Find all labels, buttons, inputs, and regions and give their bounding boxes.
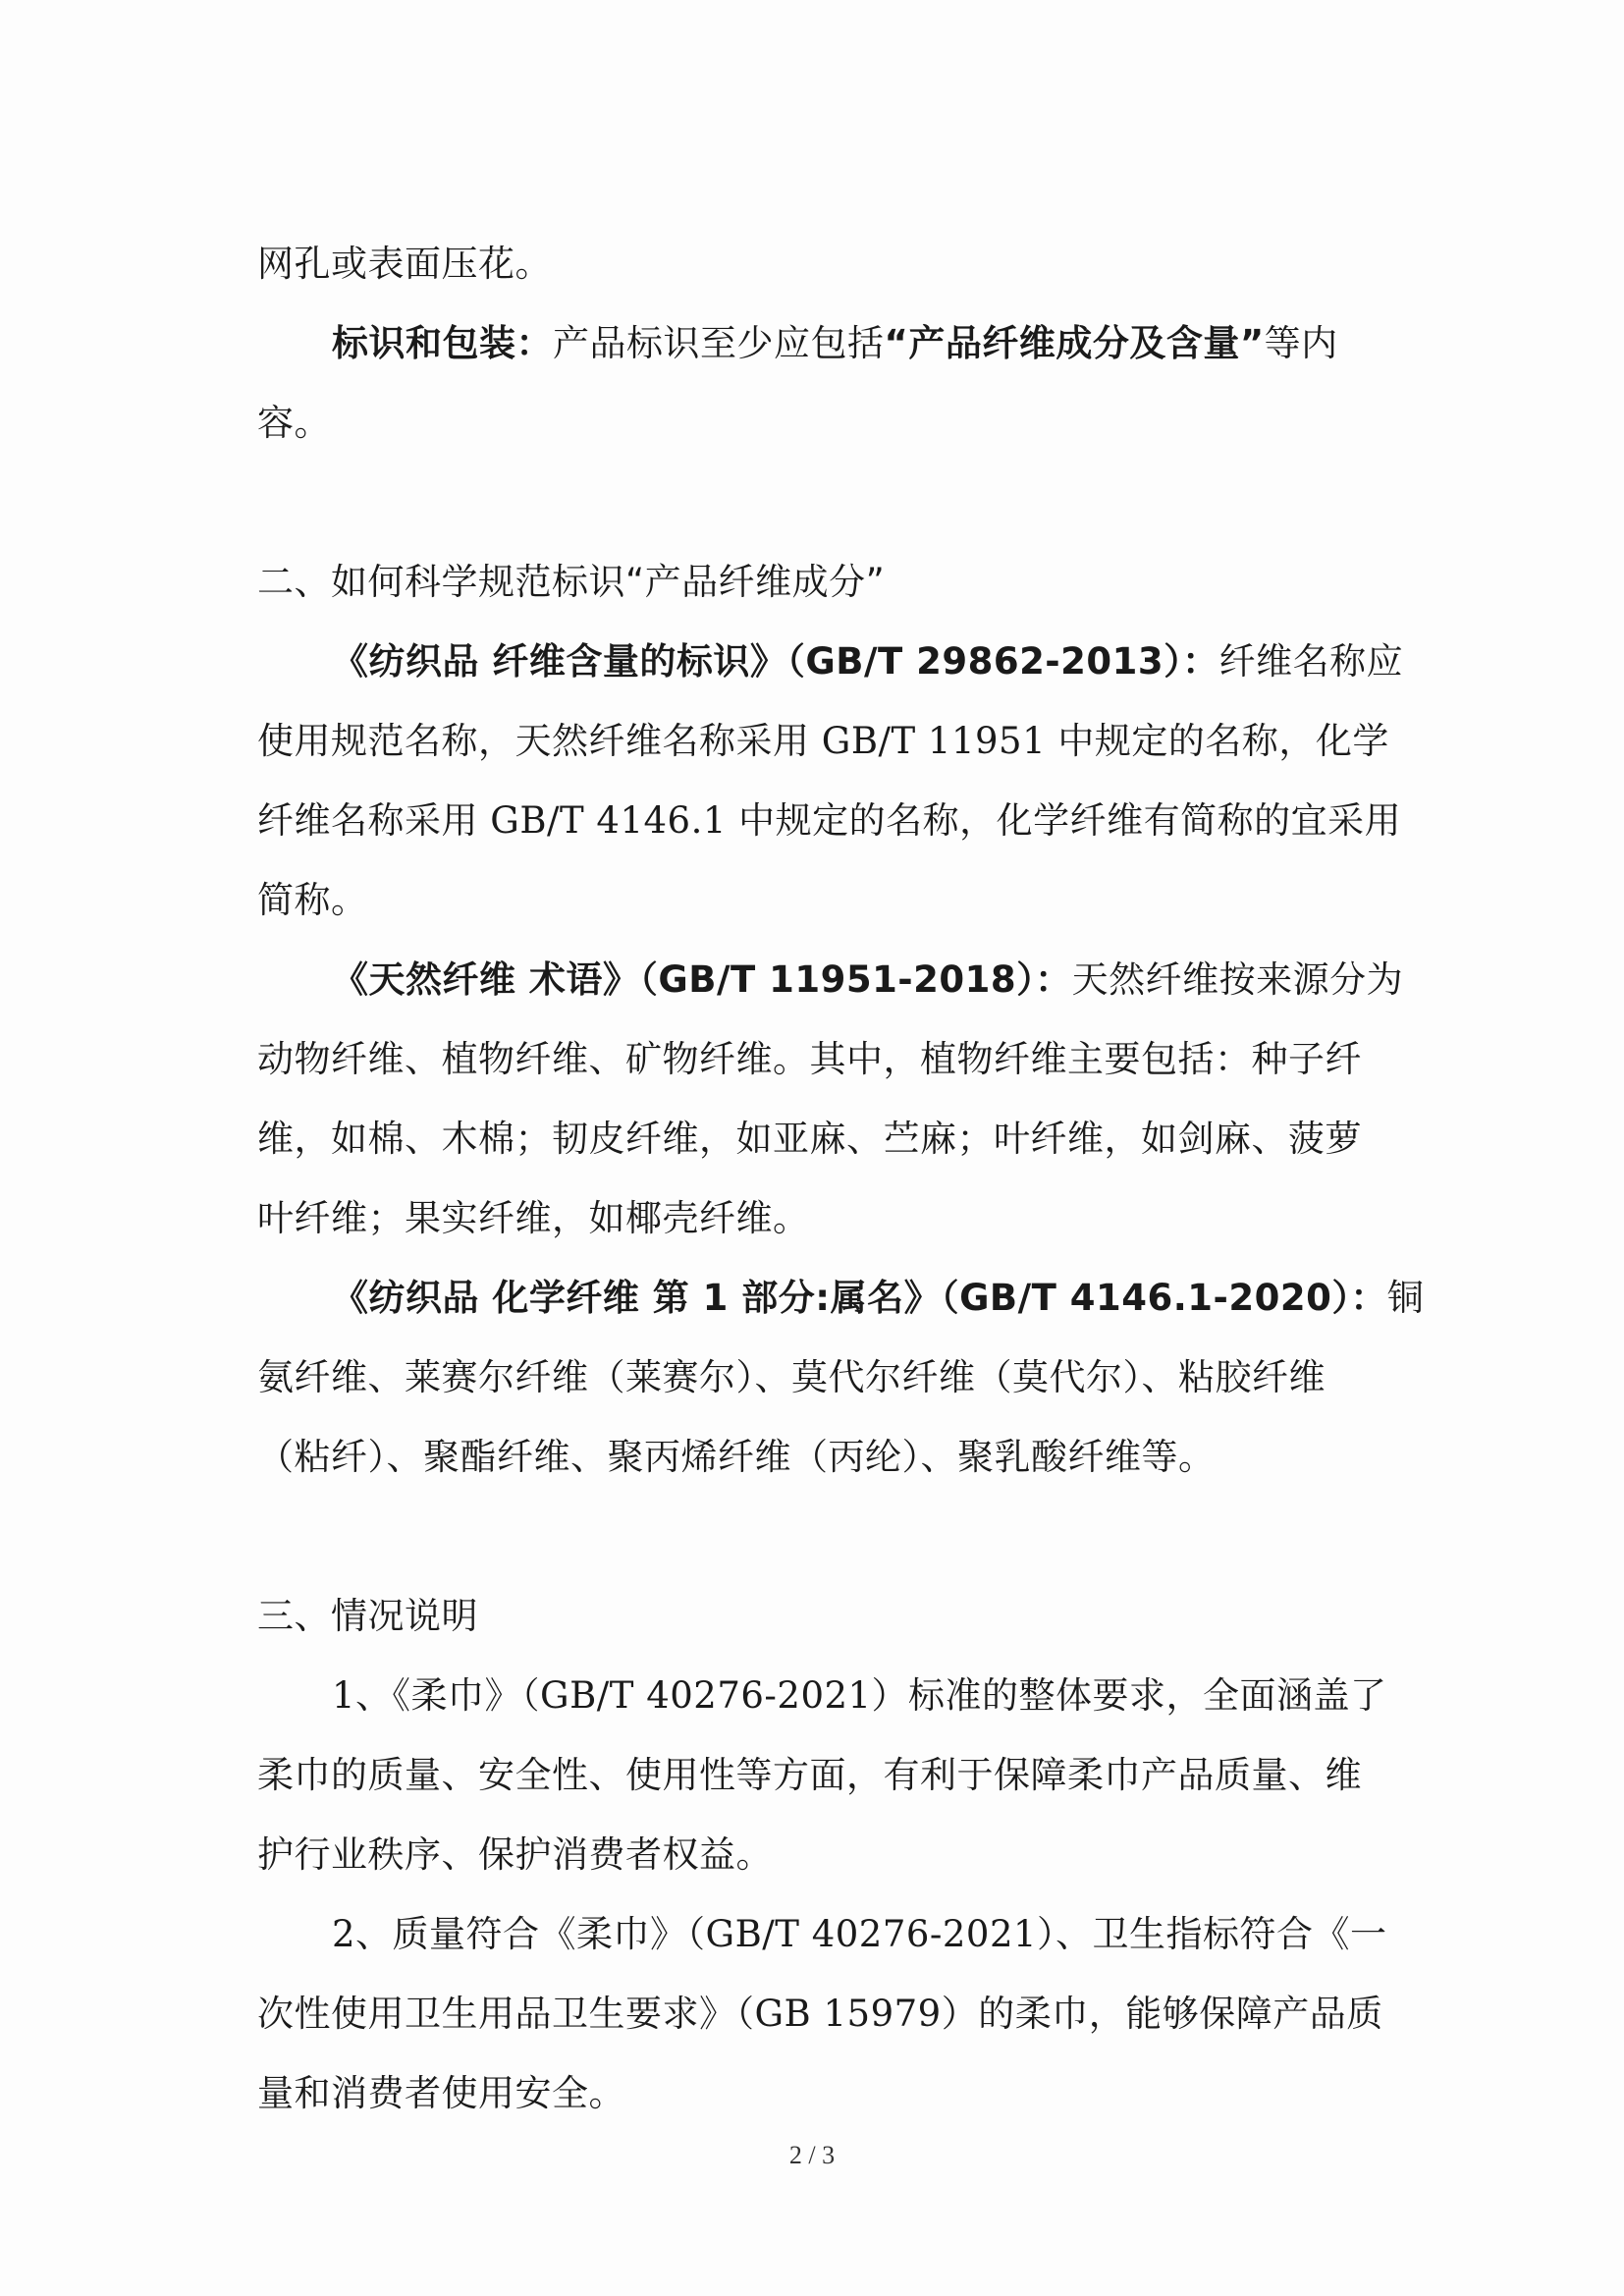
packaging-paragraph <box>257 303 1396 383</box>
standard-label: 《纺织品 化学纤维 第 1 部分:属名》（GB/T 4146.1-2020）： <box>332 1277 1387 1319</box>
paragraph-line: 动物纤维、植物纤维、矿物纤维。其中，植物纤维主要包括：种子纤 <box>257 1038 1362 1080</box>
section-gap <box>257 463 1396 542</box>
standard-text: 天然纤维按来源分为 <box>1071 958 1404 1001</box>
paragraph-line: 使用规范名称，天然纤维名称采用 GB/T 11951 中规定的名称，化学 <box>257 720 1389 762</box>
packaging-text: 产品标识至少应包括 <box>553 322 885 364</box>
standard-paragraph-2 <box>257 940 1404 1019</box>
standard-paragraph-3 <box>257 1258 1425 1338</box>
packaging-label: 标识和包装： <box>332 322 553 364</box>
paragraph-line: 叶纤维；果实纤维，如椰壳纤维。 <box>257 1197 810 1239</box>
standard-label: 《纺织品 纤维含量的标识》（GB/T 29862-2013）： <box>332 640 1219 683</box>
paragraph-line: 纤维名称采用 GB/T 4146.1 中规定的名称，化学纤维有简称的宜采用 <box>257 799 1402 842</box>
section-heading-3: 三、情况说明 <box>257 1595 478 1637</box>
paragraph-line: 氨纤维、莱赛尔纤维（莱赛尔）、莫代尔纤维（莫代尔）、粘胶纤维 <box>257 1356 1326 1398</box>
standard-label: 《天然纤维 术语》（GB/T 11951-2018）： <box>332 958 1072 1001</box>
paragraph-line: 护行业秩序、保护消费者权益。 <box>257 1833 773 1876</box>
paragraph-line: 柔巾的质量、安全性、使用性等方面，有利于保障柔巾产品质量、维 <box>257 1754 1362 1796</box>
paragraph-line: 简称。 <box>257 879 368 921</box>
paragraph-line: （粘纤）、聚酯纤维、聚丙烯纤维（丙纶）、聚乳酸纤维等。 <box>257 1436 1216 1478</box>
packaging-text-end: 等内 <box>1264 322 1338 364</box>
section-gap <box>257 1497 1396 1576</box>
section-heading-2: 二、如何科学规范标识“产品纤维成分” <box>257 561 886 603</box>
explanation-item-1: 1、《柔巾》（GB/T 40276-2021）标准的整体要求，全面涵盖了 <box>332 1674 1387 1717</box>
paragraph-line: 次性使用卫生用品卫生要求》（GB 15979）的柔巾，能够保障产品质 <box>257 1993 1383 2035</box>
page-number: 2 / 3 <box>788 2141 836 2169</box>
standard-text: 铜 <box>1386 1277 1425 1319</box>
paragraph-line: 维，如棉、木棉；韧皮纤维，如亚麻、苎麻；叶纤维，如剑麻、菠萝 <box>257 1118 1362 1160</box>
standard-paragraph-1 <box>257 622 1404 701</box>
paragraph-line: 量和消费者使用安全。 <box>257 2072 625 2114</box>
explanation-item-2: 2、质量符合《柔巾》（GB/T 40276-2021）、卫生指标符合《一 <box>332 1913 1387 1955</box>
document-body <box>257 224 1425 2133</box>
packaging-quote: “产品纤维成分及含量” <box>884 322 1265 364</box>
paragraph-line: 容。 <box>257 402 331 444</box>
standard-text: 纤维名称应 <box>1218 640 1404 683</box>
paragraph-line: 网孔或表面压花。 <box>257 243 552 285</box>
